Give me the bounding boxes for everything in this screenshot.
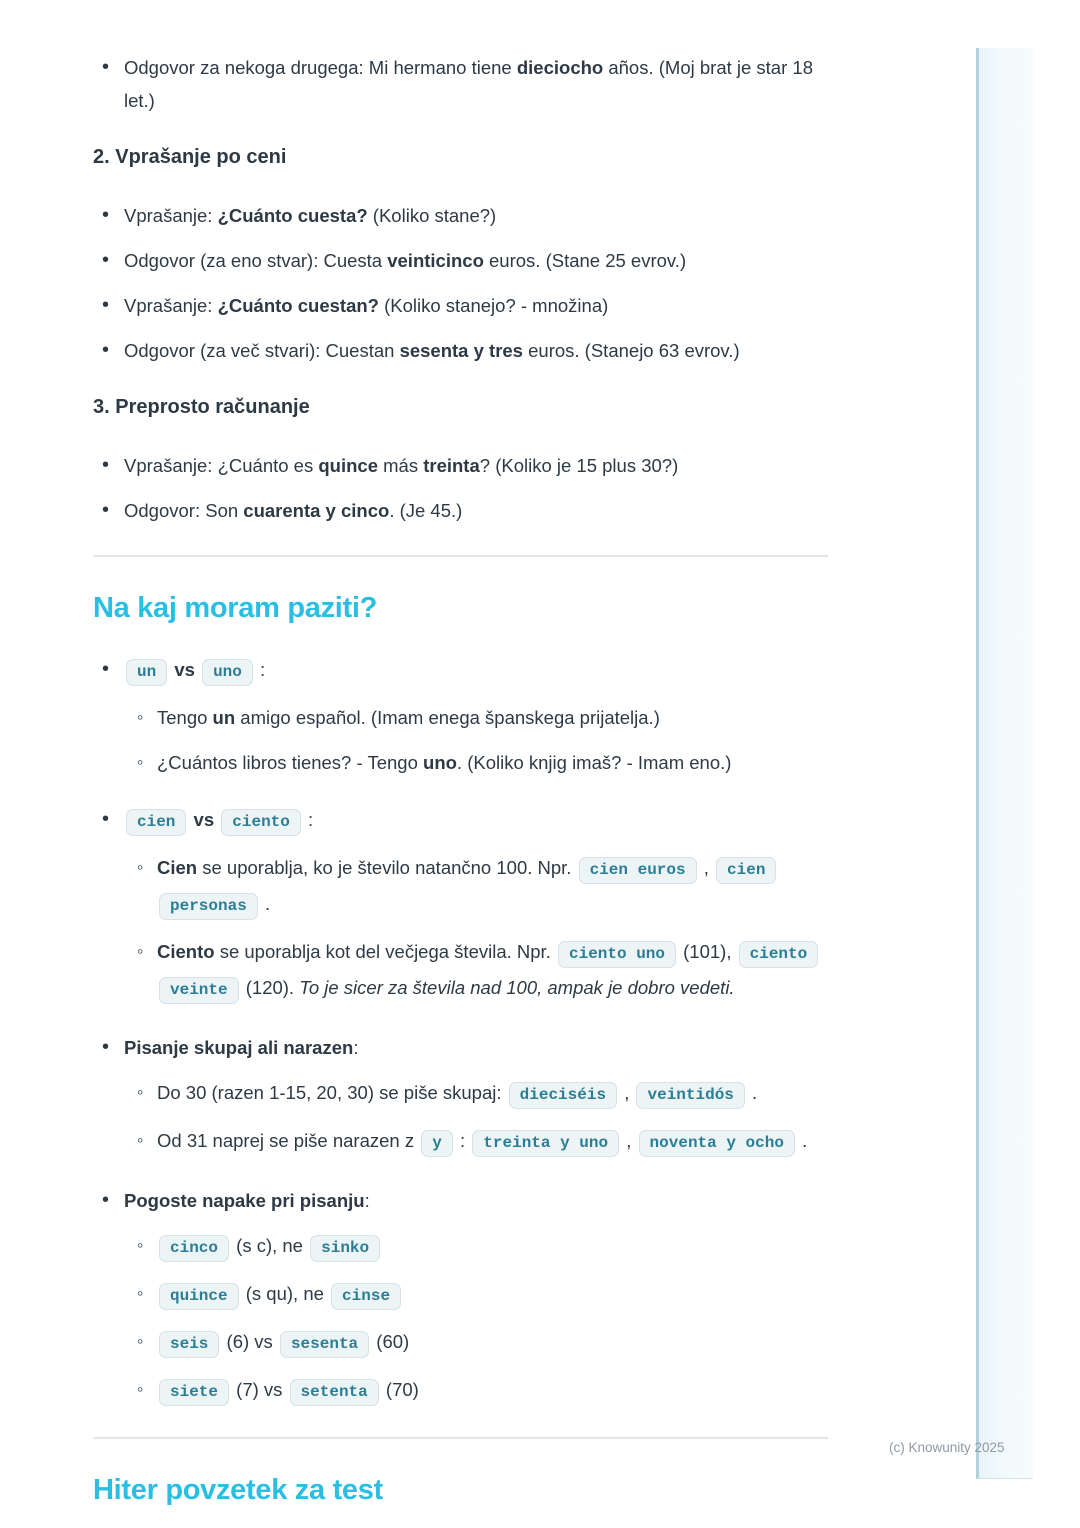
subsection-heading (93, 395, 828, 419)
text-run: , (621, 1130, 637, 1151)
text-run: (6) vs (221, 1331, 278, 1352)
page-edge-strip (976, 48, 1033, 1479)
sub-list-item (126, 701, 828, 734)
code-chip: setenta (290, 1379, 379, 1406)
text-run: Odgovor (za več stvari): Cuestan (124, 340, 400, 361)
sub-list-item (126, 1124, 828, 1160)
text-run: (Koliko stanejo? - množina) (378, 295, 609, 316)
text-run: (120). (240, 977, 300, 998)
text-run: : (364, 1190, 370, 1211)
code-chip: sinko (310, 1235, 380, 1262)
subsection-heading (93, 145, 828, 169)
list-item (93, 289, 828, 322)
text-run: más (377, 455, 424, 476)
text-run: amigo español. (Imam enega španskega prijatelja.) (235, 707, 660, 728)
text-run: ? (Koliko je 15 plus 30?) (479, 455, 679, 476)
code-chip: cien personas (159, 857, 776, 920)
text-run (214, 809, 219, 830)
text-run: (101), (678, 941, 737, 962)
text-run: Odgovor za nekoga drugega: Mi hermano tiene (124, 57, 517, 78)
text-run: (60) (371, 1331, 410, 1352)
list-item (93, 1184, 828, 1217)
list-item (93, 334, 828, 367)
text-run: : (302, 809, 314, 830)
text-run: se uporablja kot del večjega števila. Npr. (214, 941, 556, 962)
text-run: ¿Cuánto cuesta? (217, 205, 368, 226)
text-run: vs (193, 809, 215, 830)
text-run: ¿Cuántos libros tienes? - Tengo (157, 752, 424, 773)
copyright-footer: (c) Knowunity 2025 (889, 1440, 1005, 1455)
code-chip: sesenta (280, 1331, 369, 1358)
text-run: Vprašanje: (124, 295, 218, 316)
text-run: : (454, 1130, 471, 1151)
code-chip: noventa y ocho (639, 1130, 795, 1157)
list-item (93, 244, 828, 277)
list-item (93, 803, 828, 839)
section-divider (93, 555, 828, 557)
text-run: se uporablja, ko je število natančno 100. Npr. (197, 857, 577, 878)
text-run: (Koliko stane?) (367, 205, 497, 226)
text-run: Cien (157, 857, 198, 878)
code-chip: quince (159, 1283, 239, 1310)
text-run: 3. Preprosto računanje (93, 396, 310, 418)
list-item (93, 51, 828, 117)
sub-list-item (126, 1229, 828, 1265)
text-run: años. (Moj brat je star 18 let.) (124, 57, 813, 111)
text-run: Vprašanje: (124, 205, 218, 226)
sub-list-item (126, 1076, 828, 1112)
text-run: (s c), ne (231, 1235, 309, 1256)
code-chip: treinta y uno (472, 1130, 619, 1157)
text-run: , (619, 1082, 635, 1103)
sub-list-item (126, 851, 828, 923)
text-run: Tengo (157, 707, 213, 728)
text-run: ¿Cuánto cuestan? (217, 295, 379, 316)
code-chip: cinse (331, 1283, 401, 1310)
text-run: . (746, 1082, 758, 1103)
section-heading (93, 1473, 828, 1507)
text-run: (70) (380, 1379, 419, 1400)
text-run: 2. Vprašanje po ceni (93, 146, 287, 168)
code-chip: cinco (159, 1235, 229, 1262)
code-chip: cien euros (579, 857, 697, 884)
code-chip: dieciséis (509, 1082, 617, 1109)
text-run: (7) vs (231, 1379, 288, 1400)
text-run: Vprašanje: ¿Cuánto es (124, 455, 319, 476)
text-run: Pogoste napake pri pisanju (124, 1190, 365, 1211)
text-run: Od 31 naprej se piše narazen z (157, 1130, 420, 1151)
text-run: Hiter povzetek za test (93, 1474, 383, 1506)
sub-list-item (126, 1277, 828, 1313)
code-chip: veintidós (636, 1082, 744, 1109)
text-run: : (254, 659, 266, 680)
text-run: Do 30 (razen 1-15, 20, 30) se piše skupaj: (157, 1082, 507, 1103)
section-divider (93, 1437, 828, 1439)
text-run: vs (174, 659, 195, 680)
code-chip: ciento uno (558, 941, 676, 968)
text-run: sesenta y tres (399, 340, 523, 361)
text-run (195, 659, 200, 680)
text-run: dieciocho (516, 57, 604, 78)
list-item (93, 494, 828, 527)
text-run: Odgovor: Son (124, 500, 244, 521)
text-run: . (259, 893, 271, 914)
code-chip: seis (159, 1331, 219, 1358)
sub-list-item (126, 1373, 828, 1409)
text-run: , (698, 857, 715, 878)
text-run: cuarenta y cinco (243, 500, 390, 521)
text-run: (s qu), ne (240, 1283, 330, 1304)
list-item (93, 449, 828, 482)
code-chip: un (126, 659, 167, 686)
text-run: Odgovor (za eno stvar): Cuesta (124, 250, 388, 271)
text-run: . (Koliko knjig imaš? - Imam eno.) (456, 752, 732, 773)
text-run: Pisanje skupaj ali narazen (124, 1037, 354, 1058)
list-item (93, 653, 828, 689)
text-run: uno (423, 752, 457, 773)
text-run: treinta (423, 455, 480, 476)
text-run: Na kaj moram paziti? (93, 592, 378, 624)
text-run: : (353, 1037, 359, 1058)
text-run: quince (318, 455, 378, 476)
code-chip: cien (126, 809, 186, 836)
text-run: un (212, 707, 236, 728)
sub-list-item (126, 935, 828, 1007)
list-item (93, 1031, 828, 1064)
document-content (93, 51, 828, 1528)
text-run: euros. (Stane 25 evrov.) (483, 250, 687, 271)
section-heading (93, 591, 828, 625)
code-chip: y (421, 1130, 453, 1157)
text-run: To je sicer za števila nad 100, ampak je dobro vedeti. (299, 977, 735, 998)
sub-list-item (126, 1325, 828, 1361)
code-chip: uno (202, 659, 253, 686)
text-run: Ciento (157, 941, 215, 962)
text-run: veinticinco (387, 250, 484, 271)
code-chip: siete (159, 1379, 229, 1406)
text-run: . (796, 1130, 808, 1151)
code-chip: ciento veinte (159, 941, 818, 1004)
code-chip: ciento (221, 809, 301, 836)
text-run: euros. (Stanejo 63 evrov.) (522, 340, 740, 361)
text-run: . (Je 45.) (389, 500, 463, 521)
list-item (93, 199, 828, 232)
sub-list-item (126, 746, 828, 779)
